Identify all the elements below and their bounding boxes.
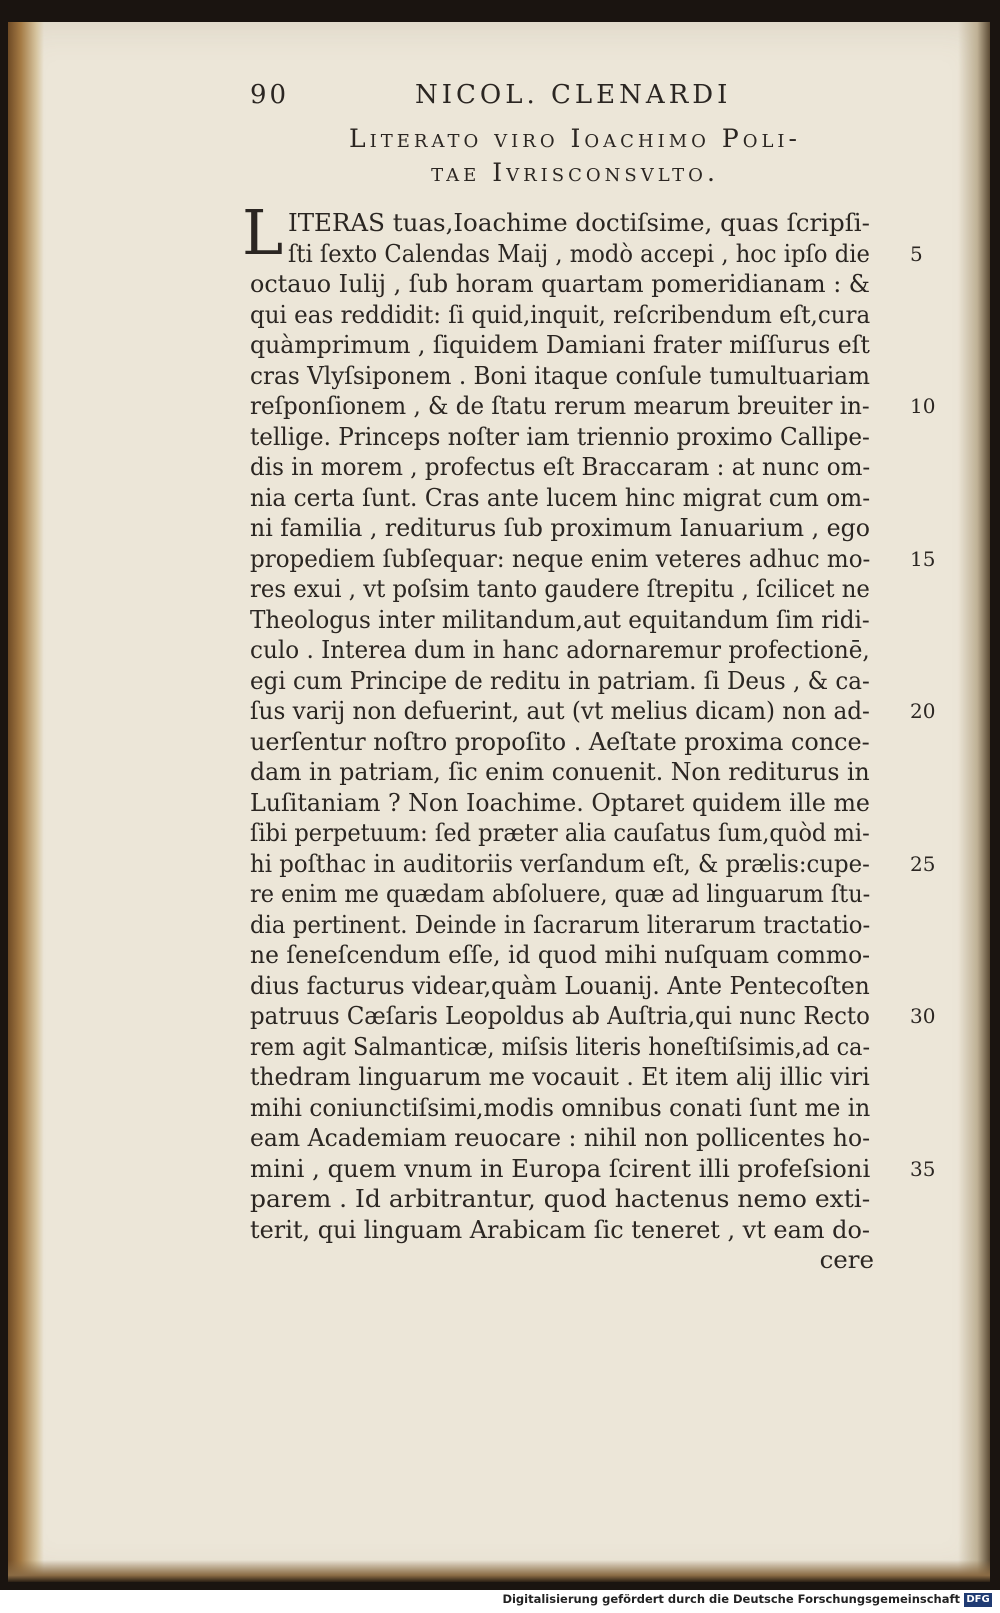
text-line bbox=[250, 574, 900, 605]
text-line bbox=[250, 422, 900, 453]
text-line bbox=[250, 757, 900, 788]
line-number-marker: 30 bbox=[910, 1004, 936, 1028]
text-line bbox=[250, 208, 900, 239]
page-number: 90 bbox=[250, 80, 290, 110]
footer-bar bbox=[0, 1590, 1000, 1613]
text-line bbox=[250, 1123, 900, 1154]
line-text: dia pertinent. Deinde in ſacrarum literarum tractatio- bbox=[250, 909, 871, 939]
line-text: dis in morem , profectus eſt Braccaram : at nunc om- bbox=[250, 452, 871, 481]
text-line bbox=[250, 727, 900, 758]
text-line bbox=[250, 269, 900, 300]
dfg-logo: DFG bbox=[964, 1593, 992, 1607]
funding-note: Digitalisierung gefördert durch die Deutsche Forschungsgemeinschaft bbox=[502, 1592, 960, 1606]
text-line bbox=[250, 543, 936, 575]
text-line bbox=[250, 696, 936, 727]
text-line bbox=[250, 1032, 900, 1063]
text-line bbox=[250, 1215, 900, 1246]
text-line bbox=[250, 1245, 900, 1276]
line-number-marker: 25 bbox=[910, 851, 936, 876]
line-text: eam Academiam reuocare : nihil non pollicentes ho- bbox=[250, 1123, 871, 1152]
running-header bbox=[250, 80, 900, 118]
text-line bbox=[250, 452, 900, 483]
line-text: culo . Interea dum in hanc adornaremur profectionē, bbox=[250, 635, 870, 664]
line-text: ſti ſexto Calendas Maij , modò accepi , hoc ipſo die bbox=[288, 238, 870, 268]
line-text: rem agit Salmanticæ, miſsis literis honeſtiſsimis,ad ca- bbox=[250, 1031, 871, 1061]
line-text: patruus Cæſaris Leopoldus ab Auſtria,qui nunc Recto bbox=[250, 1001, 870, 1030]
line-text: dam in patriam, ſic enim conuenit. Non rediturus in bbox=[250, 757, 870, 786]
line-text: ni familia , rediturus ſub proximum Ianuarium , ego bbox=[250, 513, 870, 542]
line-text: hi poſthac in auditoriis verſandum eſt, & prælis:cupe- bbox=[250, 848, 870, 878]
text-line bbox=[250, 1062, 900, 1093]
title-line: tae Ivrisconsvlto. bbox=[431, 158, 719, 187]
page-text bbox=[242, 80, 936, 1276]
line-text: re enim me quædam abſoluere, quæ ad linguarum ſtu- bbox=[250, 879, 871, 908]
line-number-marker: 35 bbox=[910, 1156, 936, 1181]
text-line bbox=[250, 848, 936, 880]
drop-capital: L bbox=[242, 196, 284, 269]
text-line bbox=[250, 635, 900, 666]
text-line bbox=[250, 483, 900, 514]
text-line bbox=[250, 1184, 900, 1215]
line-text: Theologus inter militandum,aut equitandum ſim ridi- bbox=[250, 604, 870, 634]
line-text: cras Vlyſsiponem . Boni itaque conſule tumultuariam bbox=[250, 360, 870, 390]
running-title: NICOL. CLENARDI bbox=[415, 80, 732, 110]
text-line bbox=[250, 300, 900, 331]
page-edge-right bbox=[958, 22, 990, 1582]
line-text: mihi coniunctiſsimi,modis omnibus conati ſunt me in bbox=[250, 1092, 871, 1122]
text-line bbox=[250, 879, 900, 910]
letter-title bbox=[250, 122, 900, 190]
text-line bbox=[250, 910, 900, 941]
text-line bbox=[250, 391, 936, 422]
line-text: dius facturus videar,quàm Louanij. Ante Pentecoſten bbox=[250, 970, 870, 1000]
text-line bbox=[250, 361, 900, 392]
page-edge-bottom bbox=[8, 1560, 990, 1582]
line-text: ſus varij non defuerint, aut (vt melius dicam) non ad- bbox=[250, 696, 870, 725]
text-line bbox=[250, 330, 900, 361]
line-text: terit, qui linguam Arabicam ſic teneret , vt eam do- bbox=[250, 1214, 870, 1244]
line-number-marker: 5 bbox=[910, 241, 923, 266]
text-line bbox=[250, 605, 900, 636]
text-line bbox=[250, 940, 900, 971]
line-text: cere bbox=[819, 1245, 874, 1274]
line-text: reſponſionem , & de ſtatu rerum mearum breuiter in- bbox=[250, 391, 870, 420]
text-line bbox=[250, 666, 900, 697]
text-line bbox=[250, 1093, 900, 1124]
text-line bbox=[250, 238, 923, 270]
text-line bbox=[250, 1001, 936, 1032]
line-text: quàmprimum , ſiquidem Damiani frater miſſurus eſt bbox=[250, 330, 870, 359]
line-number-marker: 20 bbox=[910, 699, 936, 723]
line-text: ITERAS tuas,Ioachime doctiſsime, quas ſcripſi- bbox=[288, 208, 870, 237]
line-text: propediem ſubſequar: neque enim veteres adhuc mo- bbox=[250, 543, 871, 573]
letter-body bbox=[242, 196, 936, 1276]
text-line bbox=[250, 1153, 936, 1185]
line-text: uerſentur noſtro propoſito . Aeſtate proxima conce- bbox=[250, 726, 870, 756]
text-line bbox=[250, 971, 900, 1002]
line-text: parem . Id arbitrantur, quod hactenus nemo exti- bbox=[250, 1184, 871, 1213]
page-edge-left bbox=[8, 22, 44, 1582]
line-text: nia certa ſunt. Cras ante lucem hinc migrat cum om- bbox=[250, 482, 871, 512]
title-line: Literato viro Ioachimo Poli- bbox=[349, 124, 801, 153]
text-line bbox=[250, 513, 900, 544]
line-text: qui eas reddidit: ſi quid,inquit, reſcribendum eſt,cura bbox=[250, 299, 871, 329]
line-text: egi cum Principe de reditu in patriam. ſi Deus , & ca- bbox=[250, 665, 870, 695]
line-text: tellige. Princeps noſter iam triennio proximo Callipe- bbox=[250, 421, 870, 451]
line-text: thedram linguarum me vocauit . Et item alij illic viri bbox=[250, 1062, 870, 1091]
text-line bbox=[250, 788, 900, 819]
line-text: res exui , vt poſsim tanto gaudere ſtrepitu , ſcilicet ne bbox=[250, 574, 870, 603]
line-text: Luſitaniam ? Non Ioachime. Optaret quidem ille me bbox=[250, 787, 870, 817]
line-text: octauo Iulij , ſub horam quartam pomeridianam : & bbox=[250, 269, 871, 298]
text-line bbox=[250, 818, 900, 849]
line-number-marker: 10 bbox=[910, 394, 936, 418]
line-text: ſibi perpetuum: ſed præter alia cauſatus ſum,quòd mi- bbox=[250, 818, 870, 847]
line-number-marker: 15 bbox=[910, 546, 936, 571]
line-text: ne ſeneſcendum eſſe, id quod mihi nuſquam commo- bbox=[250, 940, 871, 969]
line-text: mini , quem vnum in Europa ſcirent illi profeſsioni bbox=[250, 1153, 871, 1183]
